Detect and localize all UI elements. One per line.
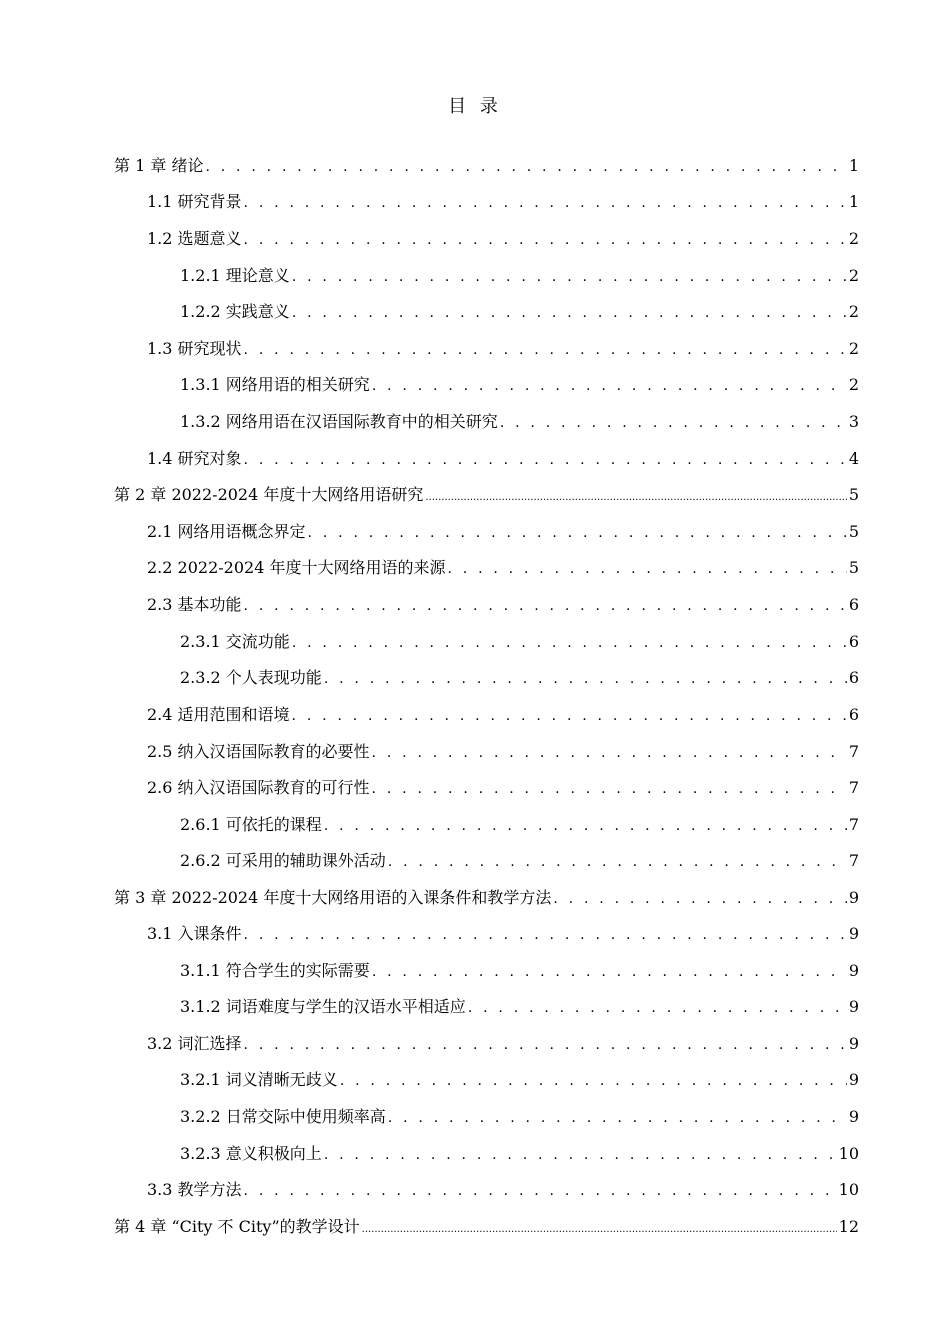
toc-entry-3-2-1[interactable] xyxy=(180,1068,859,1092)
toc-page-number: 6 xyxy=(848,705,859,724)
toc-entry-2-6[interactable] xyxy=(147,776,859,800)
toc-entry-3-2-3[interactable] xyxy=(180,1142,859,1166)
toc-page-number: 2 xyxy=(848,375,859,394)
toc-dot-leader xyxy=(500,411,847,435)
toc-entry-chapter-2[interactable] xyxy=(114,483,859,507)
toc-dot-leader xyxy=(244,228,847,252)
toc-page-number: 5 xyxy=(848,485,859,504)
toc-entry-label: 2.3 基本功能 xyxy=(147,595,242,614)
toc-entry-2-4[interactable] xyxy=(147,703,859,727)
toc-page-number: 7 xyxy=(848,778,859,797)
toc-entry-label: 1.2.1 理论意义 xyxy=(180,266,290,285)
toc-entry-label: 第 3 章 2022-2024 年度十大网络用语的入课条件和教学方法 xyxy=(114,888,552,907)
toc-page-number: 7 xyxy=(848,742,859,761)
toc-entry-label: 2.6.1 可依托的课程 xyxy=(180,815,322,834)
toc-page-number: 9 xyxy=(848,1107,859,1126)
toc-page-number: 9 xyxy=(848,997,859,1016)
toc-entry-label: 1.3.2 网络用语在汉语国际教育中的相关研究 xyxy=(180,412,498,431)
toc-page-number: 6 xyxy=(848,632,859,651)
toc-dot-leader xyxy=(388,850,847,874)
toc-title: 目 录 xyxy=(448,96,502,117)
toc-page-number: 10 xyxy=(838,1144,859,1163)
toc-entry-label: 第 4 章 “City 不 City”的教学设计 xyxy=(114,1217,360,1236)
toc-entry-label: 1.2 选题意义 xyxy=(147,229,242,248)
toc-entry-label: 2.2 2022-2024 年度十大网络用语的来源 xyxy=(147,558,446,577)
toc-entry-2-6-1[interactable] xyxy=(180,813,859,837)
toc-dot-leader xyxy=(244,594,847,618)
toc-entry-2-6-2[interactable] xyxy=(180,849,859,873)
toc-entry-label: 3.2.2 日常交际中使用频率高 xyxy=(180,1107,386,1126)
toc-entry-chapter-3[interactable] xyxy=(114,886,859,910)
toc-entry-label: 1.2.2 实践意义 xyxy=(180,302,290,321)
toc-entry-2-3-1[interactable] xyxy=(180,630,859,654)
toc-entry-label: 2.3.2 个人表现功能 xyxy=(180,668,322,687)
toc-page-number: 9 xyxy=(848,1034,859,1053)
toc-dot-leader xyxy=(244,448,847,472)
toc-entry-label: 2.6 纳入汉语国际教育的可行性 xyxy=(147,778,370,797)
toc-page-number: 2 xyxy=(848,229,859,248)
toc-entry-1-1[interactable] xyxy=(147,190,859,214)
toc-entry-label: 2.5 纳入汉语国际教育的必要性 xyxy=(147,742,370,761)
toc-dot-leader xyxy=(244,191,847,215)
toc-dot-leader xyxy=(372,374,847,398)
toc-page-number: 2 xyxy=(848,266,859,285)
toc-entry-3-2[interactable] xyxy=(147,1032,859,1056)
toc-dot-leader xyxy=(324,1143,837,1167)
toc-dot-leader xyxy=(425,486,846,510)
toc-page-number: 1 xyxy=(848,192,859,211)
toc-page-number: 5 xyxy=(848,558,859,577)
toc-entry-label: 3.3 教学方法 xyxy=(147,1180,242,1199)
toc-entry-3-1[interactable] xyxy=(147,922,859,946)
toc-page-number: 4 xyxy=(848,449,859,468)
toc-page-number: 10 xyxy=(838,1180,859,1199)
toc-entry-3-1-1[interactable] xyxy=(180,959,859,983)
toc-entry-2-1[interactable] xyxy=(147,520,859,544)
toc-page-number: 9 xyxy=(848,961,859,980)
toc-dot-leader xyxy=(244,1033,847,1057)
toc-dot-leader xyxy=(340,1069,847,1093)
toc-dot-leader xyxy=(553,887,846,911)
toc-entry-chapter-4[interactable] xyxy=(114,1215,859,1239)
toc-page-number: 2 xyxy=(848,339,859,358)
toc-dot-leader xyxy=(308,521,847,545)
toc-entry-1-2[interactable] xyxy=(147,227,859,251)
toc-entry-2-2[interactable] xyxy=(147,556,859,580)
toc-entry-label: 第 2 章 2022-2024 年度十大网络用语研究 xyxy=(114,485,424,504)
toc-entry-2-3-2[interactable] xyxy=(180,666,859,690)
toc-dot-leader xyxy=(292,704,847,728)
toc-page-number: 6 xyxy=(848,595,859,614)
toc-entry-3-2-2[interactable] xyxy=(180,1105,859,1129)
toc-entry-label: 3.2.3 意义积极向上 xyxy=(180,1144,322,1163)
toc-entry-label: 2.4 适用范围和语境 xyxy=(147,705,290,724)
toc-page-number: 6 xyxy=(848,668,859,687)
toc-entry-3-3[interactable] xyxy=(147,1178,859,1202)
toc-entry-1-2-2[interactable] xyxy=(180,300,859,324)
toc-entry-1-3-1[interactable] xyxy=(180,373,859,397)
toc-dot-leader xyxy=(244,338,847,362)
toc-page-number: 9 xyxy=(848,888,859,907)
toc-dot-leader xyxy=(372,741,847,765)
toc-dot-leader xyxy=(292,301,847,325)
toc-entry-1-2-1[interactable] xyxy=(180,264,859,288)
toc-entry-label: 3.2 词汇选择 xyxy=(147,1034,242,1053)
toc-dot-leader xyxy=(468,996,847,1020)
toc-entry-label: 2.3.1 交流功能 xyxy=(180,632,290,651)
toc-dot-leader xyxy=(244,923,847,947)
toc-entry-label: 3.2.1 词义清晰无歧义 xyxy=(180,1070,338,1089)
toc-entry-2-5[interactable] xyxy=(147,740,859,764)
toc-entry-2-3[interactable] xyxy=(147,593,859,617)
toc-entry-label: 2.6.2 可采用的辅助课外活动 xyxy=(180,851,386,870)
toc-page-number: 9 xyxy=(848,924,859,943)
toc-entry-1-4[interactable] xyxy=(147,447,859,471)
toc-dot-leader xyxy=(324,814,847,838)
toc-dot-leader xyxy=(362,1218,837,1242)
toc-entry-label: 3.1.2 词语难度与学生的汉语水平相适应 xyxy=(180,997,466,1016)
toc-dot-leader xyxy=(372,777,847,801)
toc-entry-label: 1.1 研究背景 xyxy=(147,192,242,211)
toc-entry-3-1-2[interactable] xyxy=(180,995,859,1019)
toc-page-number: 5 xyxy=(848,522,859,541)
toc-entry-label: 3.1 入课条件 xyxy=(147,924,242,943)
toc-entry-1-3[interactable] xyxy=(147,337,859,361)
toc-page-number: 3 xyxy=(848,412,859,431)
toc-entry-label: 2.1 网络用语概念界定 xyxy=(147,522,306,541)
toc-dot-leader xyxy=(372,960,847,984)
toc-page-number: 12 xyxy=(838,1217,859,1236)
toc-entry-label: 1.4 研究对象 xyxy=(147,449,242,468)
toc-entry-label: 1.3.1 网络用语的相关研究 xyxy=(180,375,370,394)
toc-entry-label: 第 1 章 绪论 xyxy=(114,156,204,175)
toc-entry-label: 1.3 研究现状 xyxy=(147,339,242,358)
toc-entry-chapter-1[interactable] xyxy=(114,154,859,178)
toc-entry-1-3-2[interactable] xyxy=(180,410,859,434)
toc-dot-leader xyxy=(324,667,847,691)
toc-page-number: 1 xyxy=(848,156,859,175)
toc-dot-leader xyxy=(244,1179,837,1203)
toc-page-number: 9 xyxy=(848,1070,859,1089)
toc-page-number: 7 xyxy=(848,851,859,870)
toc-entry-label: 3.1.1 符合学生的实际需要 xyxy=(180,961,370,980)
toc-dot-leader xyxy=(292,265,847,289)
toc-dot-leader xyxy=(388,1106,847,1130)
toc-dot-leader xyxy=(447,557,846,581)
toc-dot-leader xyxy=(205,155,846,179)
toc-dot-leader xyxy=(292,631,847,655)
toc-page-number: 2 xyxy=(848,302,859,321)
toc-page-number: 7 xyxy=(848,815,859,834)
